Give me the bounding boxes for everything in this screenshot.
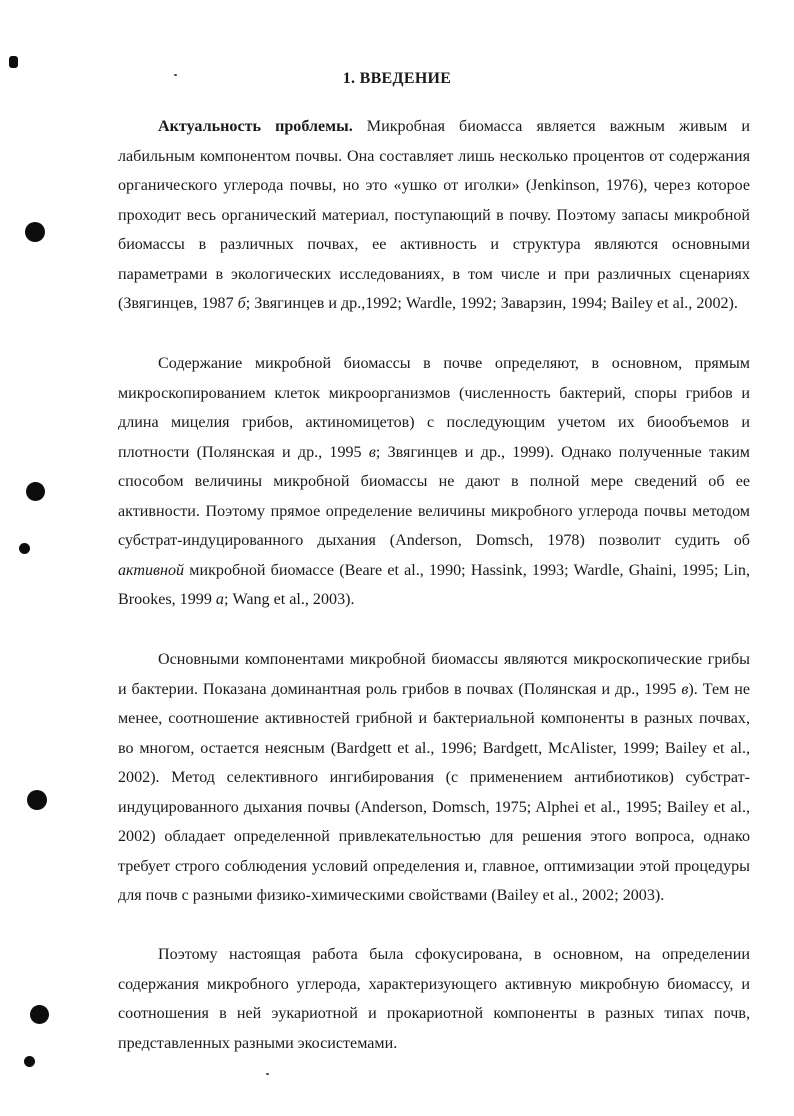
- citation-letter: б: [237, 295, 246, 312]
- punch-hole: [24, 1056, 35, 1067]
- punch-hole: [9, 56, 18, 68]
- punch-hole: [26, 482, 45, 501]
- paragraph-text: ; Звягинцев и др.,1992; Wardle, 1992; Заварзин, 1994; Bailey et al., 2002).: [245, 295, 738, 312]
- paragraph: [118, 645, 750, 911]
- paragraph: [118, 349, 750, 615]
- paragraph-text: микробной биомассе (Beare et al., 1990; Hassink, 1993; Wardle, Ghaini, 1995; Lin, Brookes, 1999: [118, 561, 750, 608]
- punch-hole: [25, 222, 45, 242]
- punch-hole: [19, 543, 30, 554]
- paragraph-lead: Актуальность проблемы.: [158, 118, 353, 135]
- paragraph-text: ; Wang et al., 2003).: [223, 591, 355, 608]
- paragraph-text: Содержание микробной биомассы в почве определяют, в основном, прямым микроскопированием клеток микроорганизмов (численность бактерий, споры грибов и длина мицелия грибов, актиномицетов) с последующим учетом их биообъемов и плотности (Полянская и др., 1995: [118, 355, 750, 461]
- paragraph: [118, 940, 750, 1058]
- emphasis: активной: [118, 561, 185, 579]
- paragraph-text: ; Звягинцев и др., 1999). Однако полученные таким способом величины микробной биомассы не дают в полной мере сведений об ее активности. Поэтому прямое определение величины микробного углерода почвы методом субстрат-индуцированного дыхания (Anderson, Domsch, 1978) позволит судить об: [118, 443, 750, 549]
- paragraph-text: ). Тем не менее, соотношение активностей грибной и бактериальной компоненты в разных почвах, во многом, остается неясным (Bardgett et al., 1996; Bardgett, McAlister, 1999; Bailey et al., 2002). Метод селективного ингибирования (с применением антибиотиков) субстрат-индуцированного дыхания почвы (Anderson, Domsch, 1975; Alphei et al., 1995; Bailey et al., 2002) обладает определенной привлекательностью для решения этого вопроса, однако требует строго соблюдения условий определения и, главное, оптимизации этой процедуры для почв с разными физико-химическими свойствами (Bailey et al., 2002; 2003).: [118, 680, 750, 904]
- paragraph: [118, 112, 750, 319]
- scan-speck: [266, 1073, 269, 1075]
- section-title: 1. ВВЕДЕНИЕ: [342, 70, 452, 87]
- citation-letter: в: [681, 680, 689, 698]
- paragraph-text: Микробная биомасса является важным живым и лабильным компонентом почвы. Она составляет лишь несколько процентов от содержания органического углерода почвы, но это «ушко от иголки» (Jenkinson, 1976), через которое проходит весь органический материал, поступающий в почву. Поэтому запасы микробной биомассы в различных почвах, ее активность и структура являются основными параметрами в экологических исследованиях, в том числе и при различных сценариях (Звягинцев, 1987: [118, 118, 750, 312]
- paragraph-text: Поэтому настоящая работа была сфокусирована, в основном, на определении содержания микробного углерода, характеризующего активную микробную биомассу, и соотношения в ней эукариотной и прокариотной компоненты в разных типах почв, представленных разными экосистемами.: [118, 946, 750, 1052]
- citation-letter: в: [368, 443, 376, 461]
- paragraph-text: Основными компонентами микробной биомассы являются микроскопические грибы и бактерии. Показана доминантная роль грибов в почвах (Полянская и др., 1995: [118, 651, 750, 698]
- punch-hole: [30, 1005, 49, 1024]
- citation-letter: а: [215, 591, 224, 608]
- punch-hole: [27, 790, 47, 810]
